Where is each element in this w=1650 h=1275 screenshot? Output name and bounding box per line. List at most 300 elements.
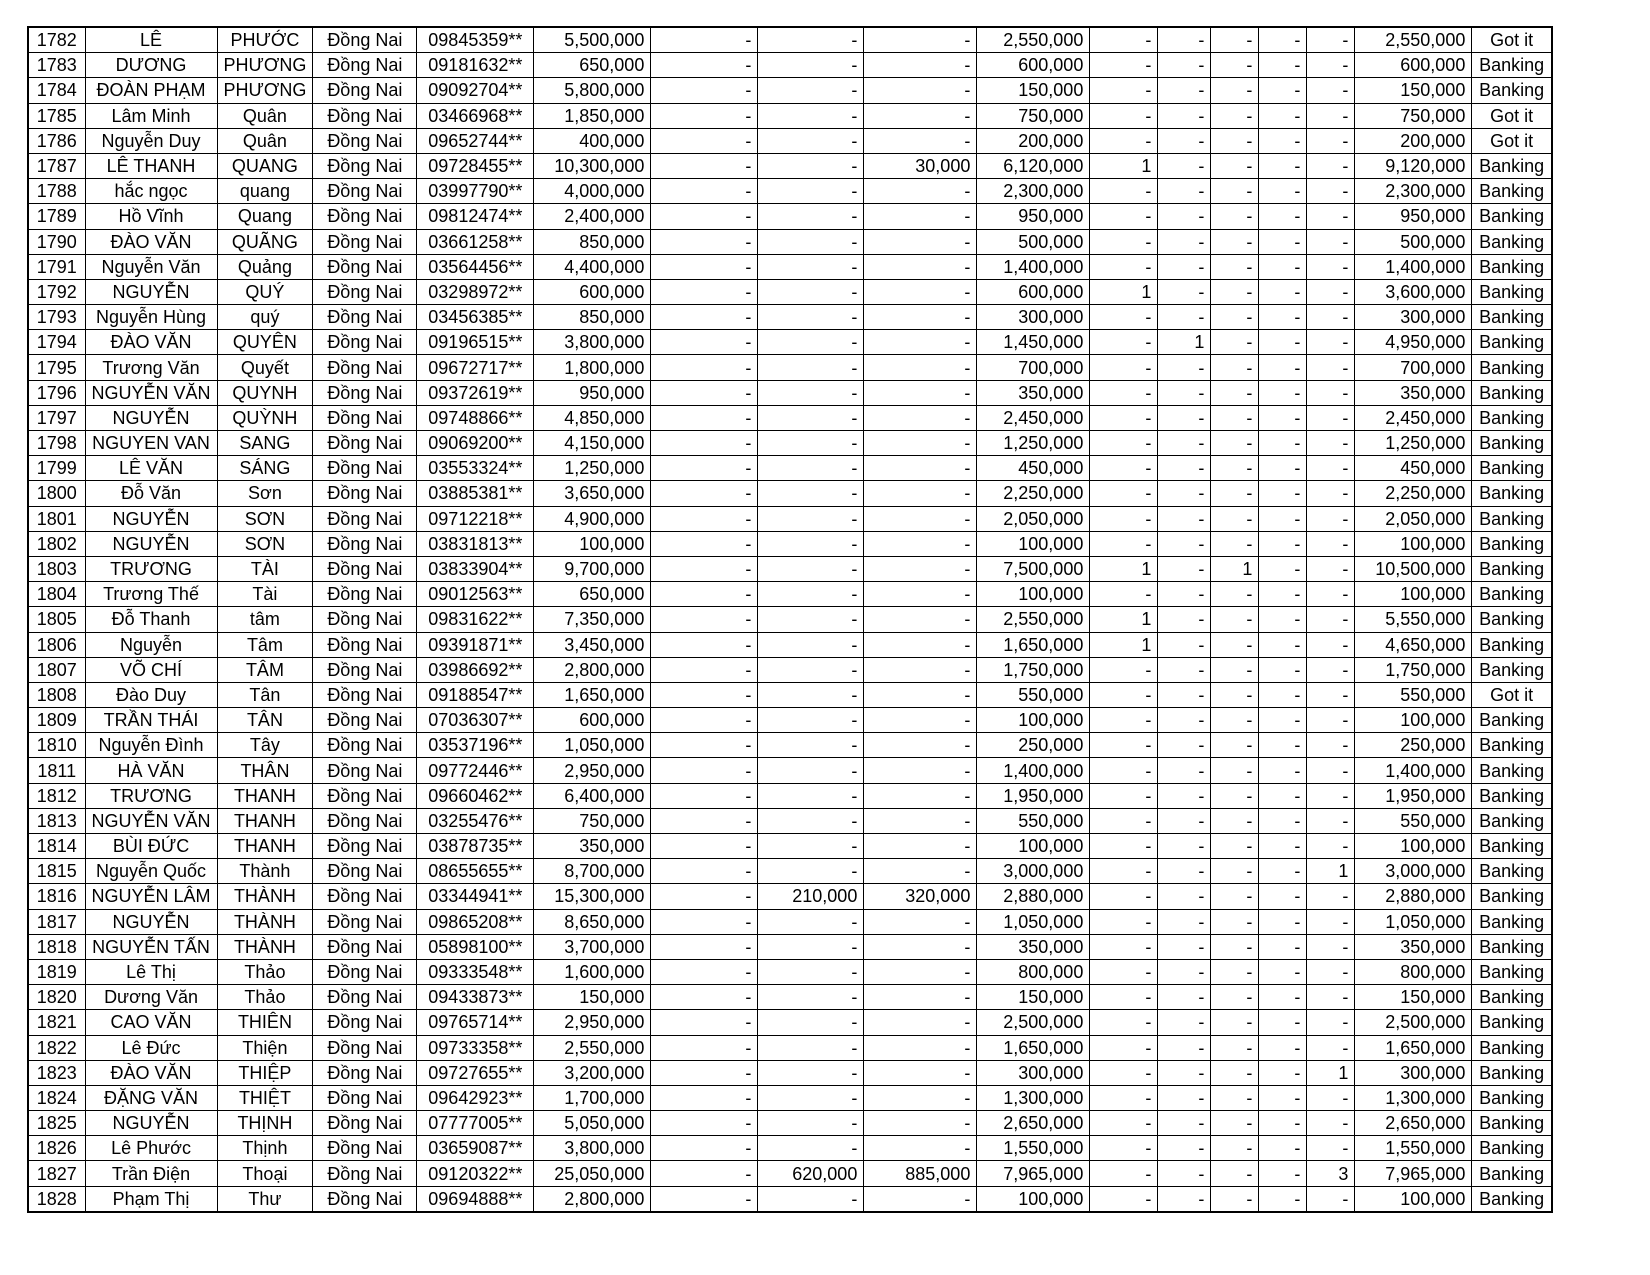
- cell-flag-4: -: [1259, 531, 1307, 556]
- cell-flag-4: -: [1259, 733, 1307, 758]
- cell-first-name: THÂN: [217, 758, 313, 783]
- cell-paid-amount: 100,000: [977, 1186, 1090, 1212]
- cell-first-name: Quyết: [217, 355, 313, 380]
- cell-flag-2: -: [1158, 380, 1211, 405]
- cell-amount: 850,000: [534, 305, 651, 330]
- cell-last-name: NGUYỄN VĂN: [85, 808, 217, 833]
- table-row: [28, 506, 1552, 531]
- cell-last-name: ĐÀO VĂN: [85, 1060, 217, 1085]
- cell-amount: 10,300,000: [534, 153, 651, 178]
- cell-province: Đồng Nai: [313, 380, 417, 405]
- cell-flag-3: -: [1211, 405, 1259, 430]
- cell-flag-4: -: [1259, 985, 1307, 1010]
- cell-province: Đồng Nai: [313, 53, 417, 78]
- cell-flag-1: -: [1090, 27, 1158, 53]
- cell-col-b: -: [758, 179, 864, 204]
- cell-flag-2: -: [1158, 733, 1211, 758]
- cell-paid-amount: 2,650,000: [977, 1111, 1090, 1136]
- cell-amount: 850,000: [534, 229, 651, 254]
- cell-flag-1: -: [1090, 456, 1158, 481]
- cell-paid-amount: 300,000: [977, 305, 1090, 330]
- cell-flag-3: -: [1211, 380, 1259, 405]
- cell-flag-3: -: [1211, 204, 1259, 229]
- table-row: [28, 103, 1552, 128]
- cell-total: 300,000: [1355, 1060, 1472, 1085]
- cell-province: Đồng Nai: [313, 179, 417, 204]
- cell-first-name: THÀNH: [217, 934, 313, 959]
- cell-flag-3: -: [1211, 909, 1259, 934]
- cell-paid-amount: 2,550,000: [977, 27, 1090, 53]
- cell-flag-3: -: [1211, 1035, 1259, 1060]
- cell-total: 9,120,000: [1355, 153, 1472, 178]
- cell-col-a: -: [651, 1136, 758, 1161]
- cell-province: Đồng Nai: [313, 27, 417, 53]
- cell-flag-3: -: [1211, 506, 1259, 531]
- cell-first-name: THIÊN: [217, 1010, 313, 1035]
- cell-flag-3: -: [1211, 708, 1259, 733]
- cell-col-b: -: [758, 1010, 864, 1035]
- cell-phone: 09712218**: [417, 506, 534, 531]
- cell-amount: 3,450,000: [534, 632, 651, 657]
- cell-flag-2: -: [1158, 632, 1211, 657]
- cell-flag-5: 1: [1307, 1060, 1355, 1085]
- cell-col-a: -: [651, 204, 758, 229]
- cell-province: Đồng Nai: [313, 934, 417, 959]
- cell-col-b: -: [758, 279, 864, 304]
- cell-first-name: Thảo: [217, 959, 313, 984]
- cell-amount: 1,600,000: [534, 959, 651, 984]
- cell-phone: 09672717**: [417, 355, 534, 380]
- cell-flag-5: -: [1307, 179, 1355, 204]
- cell-flag-1: -: [1090, 934, 1158, 959]
- cell-flag-4: -: [1259, 456, 1307, 481]
- cell-phone: 09652744**: [417, 128, 534, 153]
- cell-flag-2: -: [1158, 153, 1211, 178]
- cell-payment-method: Banking: [1472, 1085, 1552, 1110]
- cell-province: Đồng Nai: [313, 355, 417, 380]
- cell-col-c: -: [864, 1111, 977, 1136]
- cell-amount: 5,050,000: [534, 1111, 651, 1136]
- cell-col-b: -: [758, 758, 864, 783]
- cell-flag-1: -: [1090, 78, 1158, 103]
- cell-first-name: THỊNH: [217, 1111, 313, 1136]
- cell-col-b: -: [758, 531, 864, 556]
- cell-paid-amount: 1,250,000: [977, 431, 1090, 456]
- cell-flag-4: -: [1259, 808, 1307, 833]
- cell-col-b: -: [758, 859, 864, 884]
- cell-flag-5: -: [1307, 405, 1355, 430]
- cell-flag-4: -: [1259, 1085, 1307, 1110]
- cell-flag-1: -: [1090, 859, 1158, 884]
- cell-flag-5: -: [1307, 431, 1355, 456]
- cell-province: Đồng Nai: [313, 1085, 417, 1110]
- cell-total: 1,400,000: [1355, 254, 1472, 279]
- cell-row-number: 1823: [28, 1060, 85, 1085]
- cell-flag-2: -: [1158, 556, 1211, 581]
- cell-col-c: -: [864, 380, 977, 405]
- cell-col-c: -: [864, 682, 977, 707]
- cell-flag-5: -: [1307, 279, 1355, 304]
- cell-col-c: -: [864, 204, 977, 229]
- cell-row-number: 1825: [28, 1111, 85, 1136]
- cell-phone: 09120322**: [417, 1161, 534, 1186]
- cell-row-number: 1790: [28, 229, 85, 254]
- cell-amount: 100,000: [534, 531, 651, 556]
- cell-flag-3: -: [1211, 229, 1259, 254]
- cell-col-c: -: [864, 985, 977, 1010]
- cell-flag-1: -: [1090, 1010, 1158, 1035]
- cell-flag-5: -: [1307, 607, 1355, 632]
- cell-paid-amount: 600,000: [977, 53, 1090, 78]
- table-row: [28, 456, 1552, 481]
- cell-first-name: THANH: [217, 783, 313, 808]
- cell-col-a: -: [651, 128, 758, 153]
- cell-last-name: VÕ CHÍ: [85, 657, 217, 682]
- cell-col-a: -: [651, 758, 758, 783]
- cell-flag-4: -: [1259, 1035, 1307, 1060]
- cell-flag-2: -: [1158, 682, 1211, 707]
- cell-province: Đồng Nai: [313, 128, 417, 153]
- cell-col-a: -: [651, 405, 758, 430]
- cell-payment-method: Banking: [1472, 556, 1552, 581]
- cell-row-number: 1810: [28, 733, 85, 758]
- cell-row-number: 1820: [28, 985, 85, 1010]
- cell-last-name: HÀ VĂN: [85, 758, 217, 783]
- cell-flag-5: -: [1307, 733, 1355, 758]
- cell-last-name: TRƯƠNG: [85, 783, 217, 808]
- cell-amount: 650,000: [534, 53, 651, 78]
- cell-row-number: 1804: [28, 582, 85, 607]
- table-row: [28, 733, 1552, 758]
- cell-total: 100,000: [1355, 531, 1472, 556]
- cell-province: Đồng Nai: [313, 481, 417, 506]
- cell-flag-5: -: [1307, 204, 1355, 229]
- cell-first-name: Quân: [217, 103, 313, 128]
- cell-amount: 2,950,000: [534, 758, 651, 783]
- cell-amount: 1,800,000: [534, 355, 651, 380]
- cell-phone: 09069200**: [417, 431, 534, 456]
- cell-province: Đồng Nai: [313, 153, 417, 178]
- cell-paid-amount: 500,000: [977, 229, 1090, 254]
- cell-province: Đồng Nai: [313, 834, 417, 859]
- cell-flag-4: -: [1259, 481, 1307, 506]
- cell-flag-1: -: [1090, 53, 1158, 78]
- cell-total: 10,500,000: [1355, 556, 1472, 581]
- cell-province: Đồng Nai: [313, 909, 417, 934]
- cell-col-b: -: [758, 1060, 864, 1085]
- cell-first-name: Thiện: [217, 1035, 313, 1060]
- cell-payment-method: Banking: [1472, 1136, 1552, 1161]
- cell-flag-4: -: [1259, 405, 1307, 430]
- cell-first-name: Tây: [217, 733, 313, 758]
- cell-payment-method: Banking: [1472, 607, 1552, 632]
- cell-flag-1: -: [1090, 506, 1158, 531]
- table-row: [28, 1085, 1552, 1110]
- cell-province: Đồng Nai: [313, 556, 417, 581]
- cell-phone: 09727655**: [417, 1060, 534, 1085]
- cell-amount: 350,000: [534, 834, 651, 859]
- table-row: [28, 27, 1552, 53]
- cell-amount: 2,400,000: [534, 204, 651, 229]
- cell-last-name: LÊ VĂN: [85, 456, 217, 481]
- cell-amount: 2,550,000: [534, 1035, 651, 1060]
- cell-row-number: 1799: [28, 456, 85, 481]
- cell-phone: 03831813**: [417, 531, 534, 556]
- cell-phone: 09196515**: [417, 330, 534, 355]
- cell-flag-5: -: [1307, 708, 1355, 733]
- cell-col-b: -: [758, 607, 864, 632]
- cell-last-name: Đỗ Văn: [85, 481, 217, 506]
- cell-total: 100,000: [1355, 708, 1472, 733]
- cell-payment-method: Banking: [1472, 808, 1552, 833]
- cell-phone: 09092704**: [417, 78, 534, 103]
- cell-col-a: -: [651, 103, 758, 128]
- cell-first-name: Thịnh: [217, 1136, 313, 1161]
- cell-flag-2: -: [1158, 607, 1211, 632]
- cell-paid-amount: 450,000: [977, 456, 1090, 481]
- cell-flag-1: -: [1090, 758, 1158, 783]
- cell-phone: 03466968**: [417, 103, 534, 128]
- cell-payment-method: Banking: [1472, 632, 1552, 657]
- cell-col-a: -: [651, 632, 758, 657]
- data-table: [27, 26, 1553, 1213]
- cell-first-name: QUÝ: [217, 279, 313, 304]
- table-row: [28, 279, 1552, 304]
- cell-col-a: -: [651, 733, 758, 758]
- cell-col-a: -: [651, 1161, 758, 1186]
- cell-flag-5: -: [1307, 27, 1355, 53]
- cell-payment-method: Banking: [1472, 582, 1552, 607]
- cell-flag-3: -: [1211, 1161, 1259, 1186]
- cell-flag-4: -: [1259, 1136, 1307, 1161]
- cell-col-c: -: [864, 103, 977, 128]
- cell-flag-2: -: [1158, 254, 1211, 279]
- cell-flag-3: -: [1211, 1010, 1259, 1035]
- cell-province: Đồng Nai: [313, 1060, 417, 1085]
- cell-flag-2: -: [1158, 355, 1211, 380]
- cell-payment-method: Banking: [1472, 254, 1552, 279]
- cell-amount: 25,050,000: [534, 1161, 651, 1186]
- cell-flag-4: -: [1259, 758, 1307, 783]
- table-row: [28, 582, 1552, 607]
- cell-flag-2: -: [1158, 934, 1211, 959]
- cell-flag-4: -: [1259, 204, 1307, 229]
- cell-last-name: NGUYỄN: [85, 909, 217, 934]
- cell-payment-method: Banking: [1472, 531, 1552, 556]
- cell-payment-method: Got it: [1472, 103, 1552, 128]
- table-row: [28, 305, 1552, 330]
- cell-flag-1: -: [1090, 431, 1158, 456]
- cell-province: Đồng Nai: [313, 78, 417, 103]
- cell-phone: 03986692**: [417, 657, 534, 682]
- table-row: [28, 355, 1552, 380]
- cell-col-a: -: [651, 531, 758, 556]
- cell-amount: 15,300,000: [534, 884, 651, 909]
- cell-row-number: 1824: [28, 1085, 85, 1110]
- cell-last-name: Lâm Minh: [85, 103, 217, 128]
- cell-col-a: -: [651, 506, 758, 531]
- cell-last-name: Trương Thế: [85, 582, 217, 607]
- cell-flag-4: -: [1259, 254, 1307, 279]
- cell-flag-3: -: [1211, 53, 1259, 78]
- cell-payment-method: Banking: [1472, 934, 1552, 959]
- cell-flag-1: -: [1090, 909, 1158, 934]
- cell-row-number: 1808: [28, 682, 85, 707]
- cell-paid-amount: 950,000: [977, 204, 1090, 229]
- cell-province: Đồng Nai: [313, 607, 417, 632]
- cell-flag-2: -: [1158, 305, 1211, 330]
- cell-total: 1,400,000: [1355, 758, 1472, 783]
- cell-flag-3: -: [1211, 657, 1259, 682]
- cell-last-name: Hồ Vĩnh: [85, 204, 217, 229]
- cell-total: 1,950,000: [1355, 783, 1472, 808]
- cell-payment-method: Banking: [1472, 884, 1552, 909]
- cell-flag-4: -: [1259, 909, 1307, 934]
- cell-flag-4: -: [1259, 657, 1307, 682]
- cell-flag-1: -: [1090, 783, 1158, 808]
- cell-first-name: THIỆT: [217, 1085, 313, 1110]
- cell-paid-amount: 7,965,000: [977, 1161, 1090, 1186]
- cell-payment-method: Banking: [1472, 657, 1552, 682]
- cell-row-number: 1809: [28, 708, 85, 733]
- cell-total: 2,300,000: [1355, 179, 1472, 204]
- cell-row-number: 1795: [28, 355, 85, 380]
- cell-row-number: 1800: [28, 481, 85, 506]
- cell-province: Đồng Nai: [313, 1161, 417, 1186]
- cell-last-name: Đào Duy: [85, 682, 217, 707]
- cell-flag-3: -: [1211, 254, 1259, 279]
- cell-amount: 150,000: [534, 985, 651, 1010]
- cell-col-a: -: [651, 1010, 758, 1035]
- cell-col-c: -: [864, 1085, 977, 1110]
- cell-flag-1: -: [1090, 884, 1158, 909]
- cell-province: Đồng Nai: [313, 506, 417, 531]
- cell-total: 1,250,000: [1355, 431, 1472, 456]
- cell-last-name: ĐÀO VĂN: [85, 330, 217, 355]
- cell-phone: 07036307**: [417, 708, 534, 733]
- cell-total: 500,000: [1355, 229, 1472, 254]
- cell-paid-amount: 1,050,000: [977, 909, 1090, 934]
- cell-payment-method: Got it: [1472, 128, 1552, 153]
- cell-col-c: -: [864, 179, 977, 204]
- cell-flag-5: -: [1307, 682, 1355, 707]
- cell-col-c: -: [864, 1060, 977, 1085]
- cell-flag-5: -: [1307, 506, 1355, 531]
- cell-last-name: Đỗ Thanh: [85, 607, 217, 632]
- cell-col-c: 30,000: [864, 153, 977, 178]
- cell-flag-3: -: [1211, 279, 1259, 304]
- table-body: [28, 27, 1552, 1212]
- cell-flag-5: -: [1307, 556, 1355, 581]
- cell-last-name: DƯƠNG: [85, 53, 217, 78]
- cell-flag-5: -: [1307, 103, 1355, 128]
- cell-col-b: -: [758, 103, 864, 128]
- cell-phone: 09181632**: [417, 53, 534, 78]
- cell-total: 600,000: [1355, 53, 1472, 78]
- cell-flag-5: -: [1307, 884, 1355, 909]
- cell-flag-4: -: [1259, 355, 1307, 380]
- cell-flag-2: -: [1158, 985, 1211, 1010]
- cell-flag-5: -: [1307, 153, 1355, 178]
- cell-col-a: -: [651, 153, 758, 178]
- cell-col-b: -: [758, 405, 864, 430]
- cell-col-b: 620,000: [758, 1161, 864, 1186]
- cell-phone: 09845359**: [417, 27, 534, 53]
- cell-flag-2: -: [1158, 103, 1211, 128]
- table-row: [28, 330, 1552, 355]
- cell-flag-5: -: [1307, 481, 1355, 506]
- cell-payment-method: Banking: [1472, 380, 1552, 405]
- cell-phone: 09188547**: [417, 682, 534, 707]
- cell-payment-method: Banking: [1472, 1161, 1552, 1186]
- cell-payment-method: Banking: [1472, 279, 1552, 304]
- cell-flag-4: -: [1259, 179, 1307, 204]
- cell-payment-method: Banking: [1472, 53, 1552, 78]
- cell-phone: 09012563**: [417, 582, 534, 607]
- cell-flag-4: -: [1259, 153, 1307, 178]
- cell-flag-2: -: [1158, 405, 1211, 430]
- cell-flag-1: 1: [1090, 632, 1158, 657]
- cell-payment-method: Banking: [1472, 783, 1552, 808]
- cell-flag-3: -: [1211, 632, 1259, 657]
- table-row: [28, 834, 1552, 859]
- cell-total: 1,550,000: [1355, 1136, 1472, 1161]
- cell-col-a: -: [651, 456, 758, 481]
- cell-flag-1: 1: [1090, 279, 1158, 304]
- cell-payment-method: Banking: [1472, 431, 1552, 456]
- cell-col-c: -: [864, 27, 977, 53]
- cell-province: Đồng Nai: [313, 758, 417, 783]
- cell-col-c: -: [864, 808, 977, 833]
- cell-col-c: -: [864, 431, 977, 456]
- cell-phone: 03456385**: [417, 305, 534, 330]
- cell-amount: 1,250,000: [534, 456, 651, 481]
- cell-payment-method: Banking: [1472, 985, 1552, 1010]
- cell-row-number: 1815: [28, 859, 85, 884]
- cell-flag-4: -: [1259, 934, 1307, 959]
- cell-flag-5: -: [1307, 355, 1355, 380]
- cell-flag-1: -: [1090, 733, 1158, 758]
- cell-row-number: 1792: [28, 279, 85, 304]
- cell-flag-4: -: [1259, 53, 1307, 78]
- cell-amount: 2,800,000: [534, 657, 651, 682]
- cell-flag-1: -: [1090, 380, 1158, 405]
- cell-col-b: -: [758, 481, 864, 506]
- cell-paid-amount: 700,000: [977, 355, 1090, 380]
- cell-row-number: 1793: [28, 305, 85, 330]
- cell-flag-3: -: [1211, 985, 1259, 1010]
- cell-flag-4: -: [1259, 708, 1307, 733]
- cell-flag-2: -: [1158, 884, 1211, 909]
- cell-first-name: TÀI: [217, 556, 313, 581]
- cell-row-number: 1788: [28, 179, 85, 204]
- cell-col-c: -: [864, 456, 977, 481]
- cell-flag-3: -: [1211, 1186, 1259, 1212]
- cell-col-b: -: [758, 959, 864, 984]
- cell-last-name: NGUYỄN: [85, 531, 217, 556]
- cell-province: Đồng Nai: [313, 884, 417, 909]
- cell-payment-method: Banking: [1472, 1111, 1552, 1136]
- cell-row-number: 1782: [28, 27, 85, 53]
- cell-flag-2: -: [1158, 708, 1211, 733]
- cell-last-name: CAO VĂN: [85, 1010, 217, 1035]
- cell-row-number: 1798: [28, 431, 85, 456]
- cell-col-b: -: [758, 506, 864, 531]
- cell-col-c: -: [864, 733, 977, 758]
- cell-col-b: -: [758, 431, 864, 456]
- cell-col-c: -: [864, 657, 977, 682]
- cell-amount: 3,800,000: [534, 1136, 651, 1161]
